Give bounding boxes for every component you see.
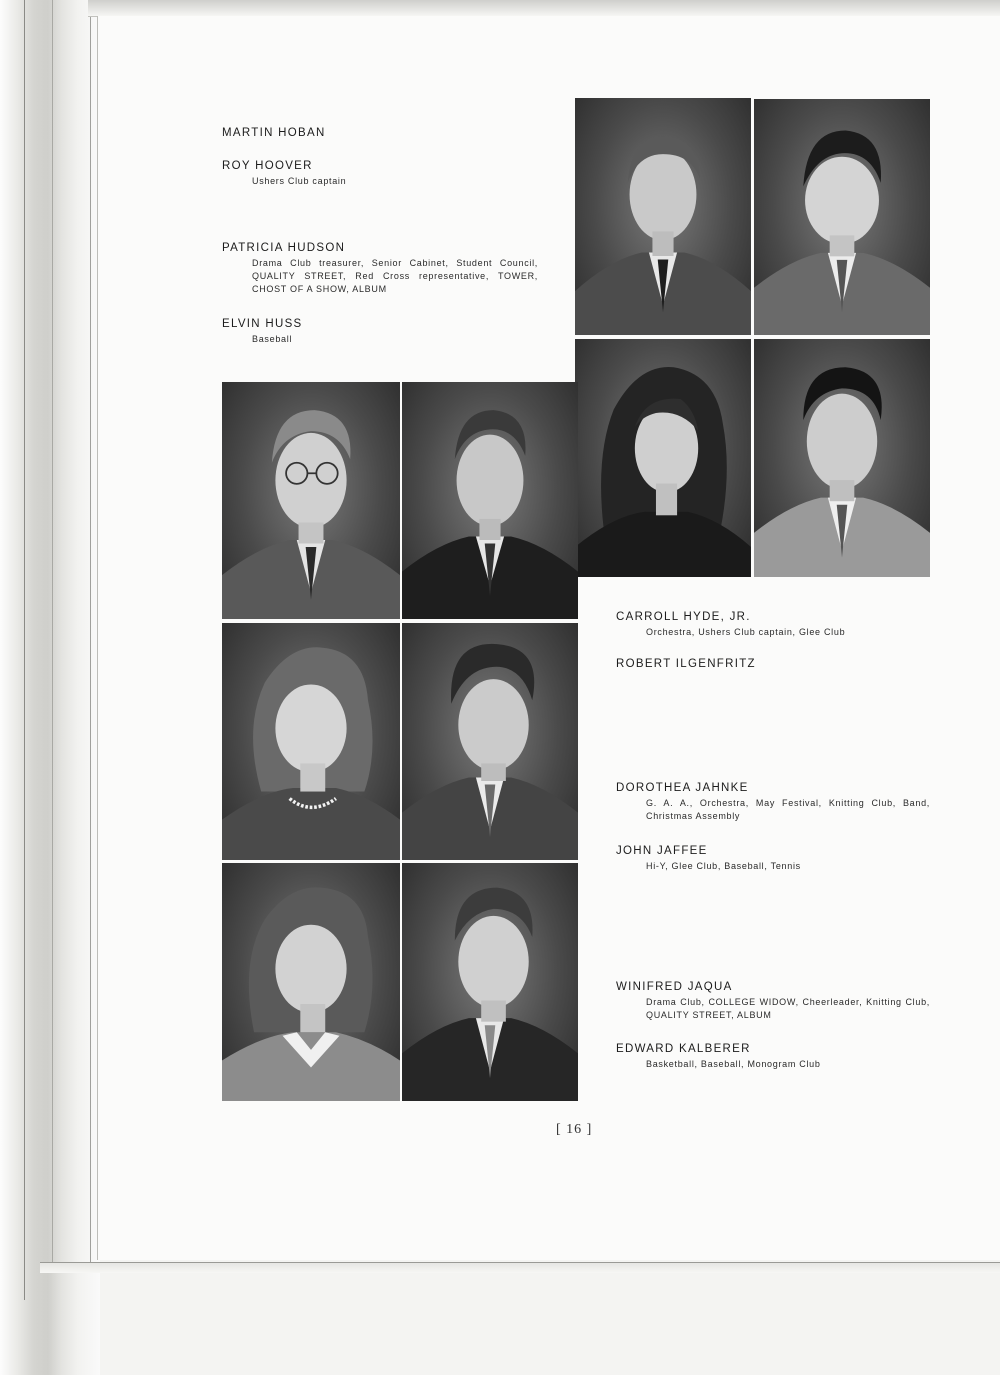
portrait-carroll-hyde [222,382,400,619]
portrait-male-icon [402,382,578,619]
portrait-male-icon [402,863,578,1101]
student-entry [616,1043,936,1071]
page-number: [ 16 ] [556,1122,593,1137]
portrait-female-icon [222,623,400,860]
portrait-winifred-jaqua [222,863,400,1101]
portrait-male-icon [575,98,751,335]
portrait-john-jaffee [402,623,578,860]
student-entry [222,318,542,346]
student-entry [616,782,930,823]
portrait-martin-hoban [575,98,751,335]
portrait-male-icon [754,339,930,577]
binding-line [24,0,25,1300]
student-entry [222,160,542,188]
student-activities: Hi-Y, Glee Club, Baseball, Tennis [646,861,801,871]
student-name: PATRICIA HUDSON [222,242,346,254]
student-activities: Orchestra, Ushers Club captain, Glee Club [646,627,846,637]
binding-line [90,0,91,1262]
portrait-male-glasses-icon [222,382,400,619]
portrait-patricia-hudson [575,339,751,577]
student-entry [616,658,936,670]
student-name: CARROLL HYDE, JR. [616,611,751,623]
portrait-robert-ilgenfritz [402,382,578,619]
student-activities: G. A. A., Orchestra, May Festival, Knitting Club, Band, Christmas Assembly [646,798,930,821]
portrait-female-icon [222,863,400,1101]
student-activities: Drama Club, COLLEGE WIDOW, Cheerleader, Knitting Club, QUALITY STREET, ALBUM [646,997,930,1020]
student-name: JOHN JAFFEE [616,845,708,857]
portrait-female-icon [575,339,751,577]
student-entry [222,127,542,139]
student-activities: Basketball, Baseball, Monogram Club [646,1059,821,1069]
student-name: MARTIN HOBAN [222,127,326,139]
scan-top-edge [88,0,1000,17]
student-entry [222,242,538,296]
student-entry [616,845,936,873]
student-entry [616,611,936,639]
portrait-elvin-huss [754,339,930,577]
scan-bottom-edge [40,1262,1000,1273]
student-name: ELVIN HUSS [222,318,303,330]
portrait-male-icon [402,623,578,860]
student-activities: Ushers Club captain [252,176,347,186]
binding-line [52,0,53,1270]
portrait-edward-kalberer [402,863,578,1101]
student-name: DOROTHEA JAHNKE [616,782,749,794]
student-name: EDWARD KALBERER [616,1043,751,1055]
portrait-dorothea-jahnke [222,623,400,860]
student-activities: Baseball [252,334,293,344]
portrait-male-icon [754,99,930,335]
student-name: WINIFRED JAQUA [616,981,733,993]
portrait-roy-hoover [754,99,930,335]
student-name: ROY HOOVER [222,160,313,172]
student-name: ROBERT ILGENFRITZ [616,658,756,670]
student-activities: Drama Club treasurer, Senior Cabinet, Student Council, QUALITY STREET, Red Cross representative, TOWER, CHOST OF A SHOW, ALBUM [252,258,538,294]
student-entry [616,981,930,1022]
scan-binding-edge [0,0,100,1375]
